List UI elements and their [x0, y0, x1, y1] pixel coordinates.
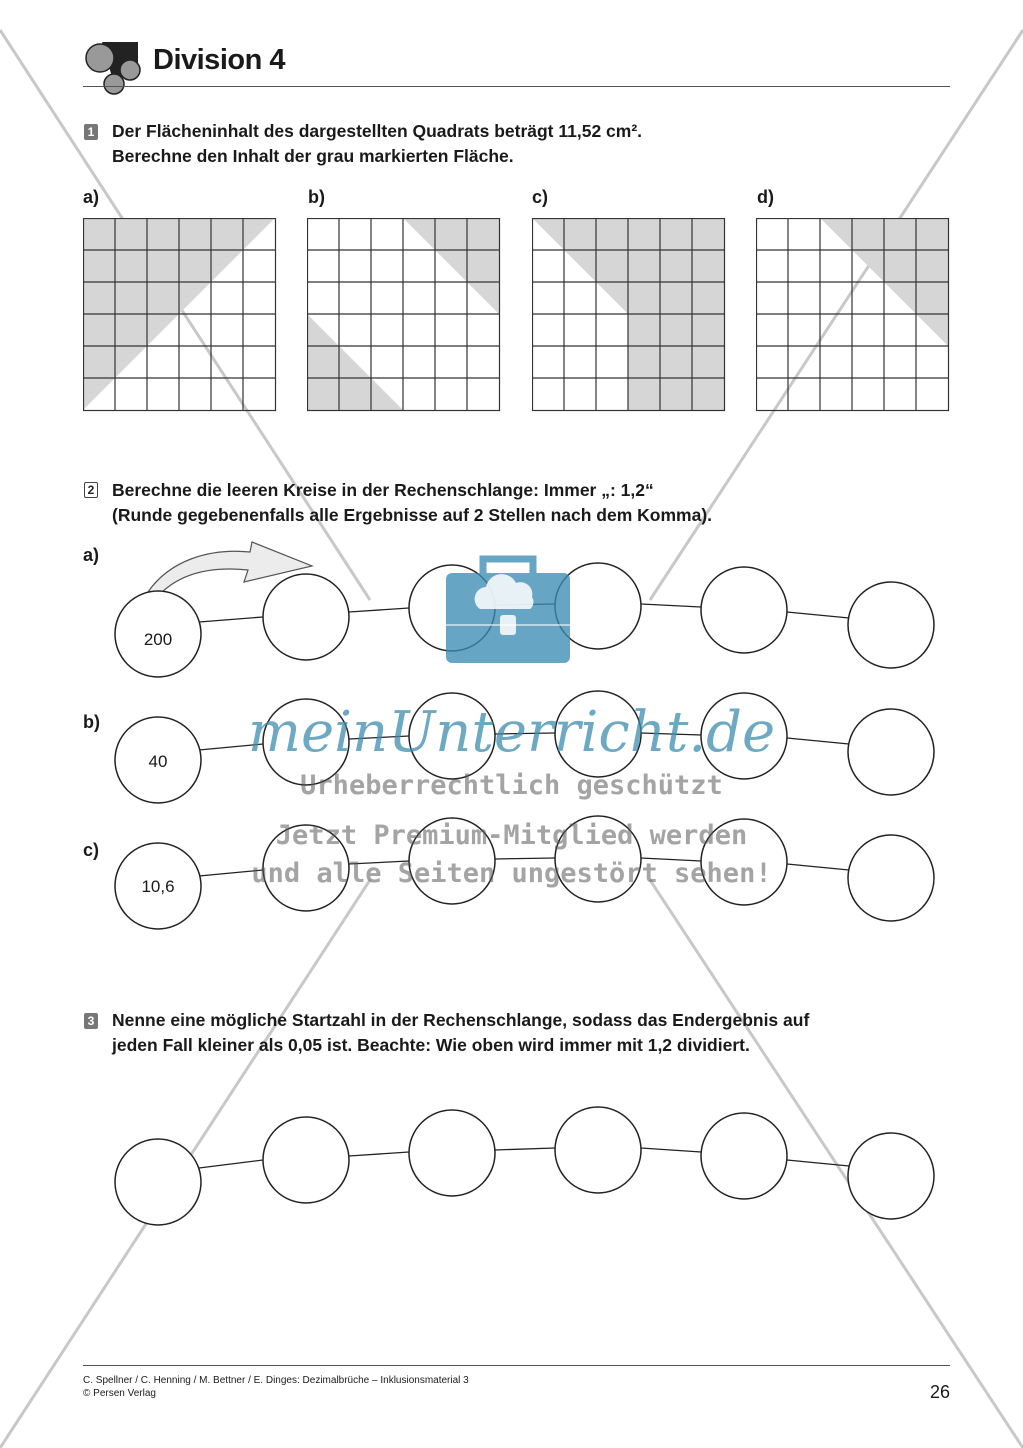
- snake-c-start-value: 10,6: [141, 877, 175, 896]
- briefcase-cloud-icon: [438, 553, 578, 665]
- header-rule: [83, 86, 950, 87]
- task2-text-line2: (Runde gegebenenfalls alle Ergebnisse auf 2 Stellen nach dem Komma).: [112, 505, 713, 525]
- snake-label-a: a): [83, 545, 100, 565]
- grid-label-d: d): [757, 187, 774, 207]
- watermark-line3: und alle Seiten ungestört sehen!: [251, 858, 772, 889]
- task-number-3: 3: [84, 1013, 98, 1029]
- footer-authors: C. Spellner / C. Henning / M. Bettner / E. Dinges: Dezimalbrüche – Inklusionsmaterial 3: [83, 1375, 469, 1386]
- grid-d: [756, 218, 950, 412]
- page-title: Division 4: [153, 44, 285, 76]
- snake-b-start-value: 40: [148, 752, 168, 771]
- snake-a-start-value: 200: [143, 630, 173, 649]
- grid-b: [307, 218, 501, 412]
- grid-label-c: c): [532, 187, 549, 207]
- task-number-2: 2: [84, 482, 98, 498]
- task-number-1: 1: [84, 124, 98, 140]
- snake-row-task3: [0, 1100, 1023, 1230]
- task1-text-line1: Der Flächeninhalt des dargestellten Quadrats beträgt 11,52 cm².: [112, 121, 643, 141]
- snake-label-c: c): [83, 840, 100, 860]
- task1-text-line2: Berechne den Inhalt der grau markierten Fläche.: [112, 146, 514, 166]
- snake-label-b: b): [83, 712, 100, 732]
- division-logo-icon: [84, 40, 146, 96]
- watermark-line2: Jetzt Premium-Mitglied werden: [275, 820, 748, 851]
- grid-label-a: a): [83, 187, 100, 207]
- grid-a: [83, 218, 277, 412]
- task3-text-line2: jeden Fall kleiner als 0,05 ist. Beachte: Wie oben wird immer mit 1,2 dividiert.: [112, 1035, 750, 1055]
- watermark-line1: Urheberrechtlich geschützt: [300, 770, 723, 801]
- watermark-brand: meinUnterricht.de: [247, 700, 776, 765]
- task2-text-line1: Berechne die leeren Kreise in der Rechenschlange: Immer „: 1,2“: [112, 480, 654, 500]
- grid-label-b: b): [308, 187, 325, 207]
- page-number: 26: [929, 1382, 950, 1402]
- footer-publisher: © Persen Verlag: [83, 1388, 156, 1399]
- grid-c: [532, 218, 726, 412]
- footer-rule: [83, 1365, 950, 1366]
- task3-text-line1: Nenne eine mögliche Startzahl in der Rechenschlange, sodass das Endergebnis auf: [112, 1010, 810, 1030]
